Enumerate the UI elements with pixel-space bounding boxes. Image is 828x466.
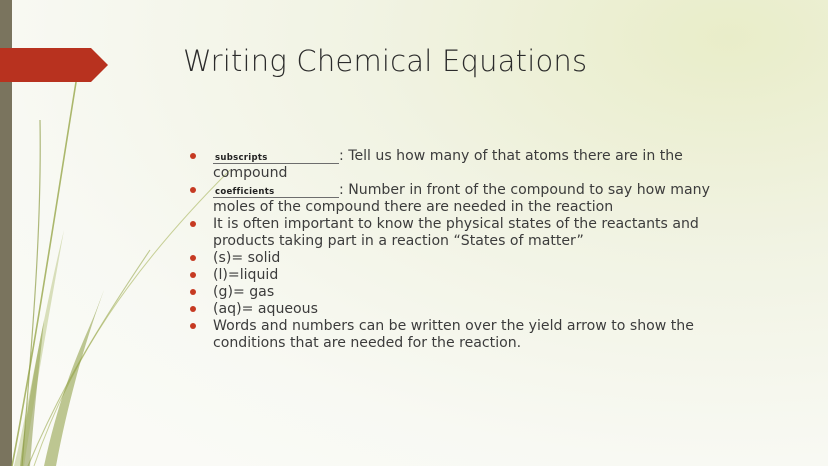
bullet-text: It is often important to know the physical states of the reactants and products taking part in a reaction “States of matter”: [213, 216, 699, 249]
bullet-dot: [190, 306, 196, 312]
bullet-dot: [190, 289, 196, 295]
fill-blank: [213, 185, 339, 198]
bullet-item: [190, 182, 750, 216]
bullet-item: [190, 318, 750, 352]
bullet-item: [190, 216, 750, 250]
bullet-text: : Tell us how many of that atoms there are in the compound: [213, 148, 683, 181]
bullet-text: : Number in front of the compound to say how many moles of the compound there are needed in the reaction: [213, 182, 710, 215]
bullet-text: Words and numbers can be written over the yield arrow to show the conditions that are needed for the reaction.: [213, 318, 694, 351]
bullet-dot: [190, 153, 196, 159]
bullet-dot: [190, 255, 196, 261]
bullet-item: [190, 250, 750, 267]
bullet-item: [190, 148, 750, 182]
bullet-item: [190, 284, 750, 301]
bullet-text: (aq)= aqueous: [213, 301, 318, 317]
bullet-text: (l)=liquid: [213, 267, 279, 283]
bullet-list: [190, 148, 750, 352]
bullet-dot: [190, 272, 196, 278]
handwritten-answer: subscripts: [215, 153, 268, 163]
bullet-item: [190, 301, 750, 318]
bullet-dot: [190, 323, 196, 329]
slide-title: Writing Chemical Equations: [183, 44, 588, 78]
handwritten-answer: coefficients: [215, 187, 275, 197]
bullet-item: [190, 267, 750, 284]
bullet-text: (s)= solid: [213, 250, 281, 266]
title-accent-arrow: [0, 48, 108, 82]
bullet-text: (g)= gas: [213, 284, 275, 300]
fill-blank: [213, 151, 339, 164]
bullet-dot: [190, 187, 196, 193]
bullet-dot: [190, 221, 196, 227]
